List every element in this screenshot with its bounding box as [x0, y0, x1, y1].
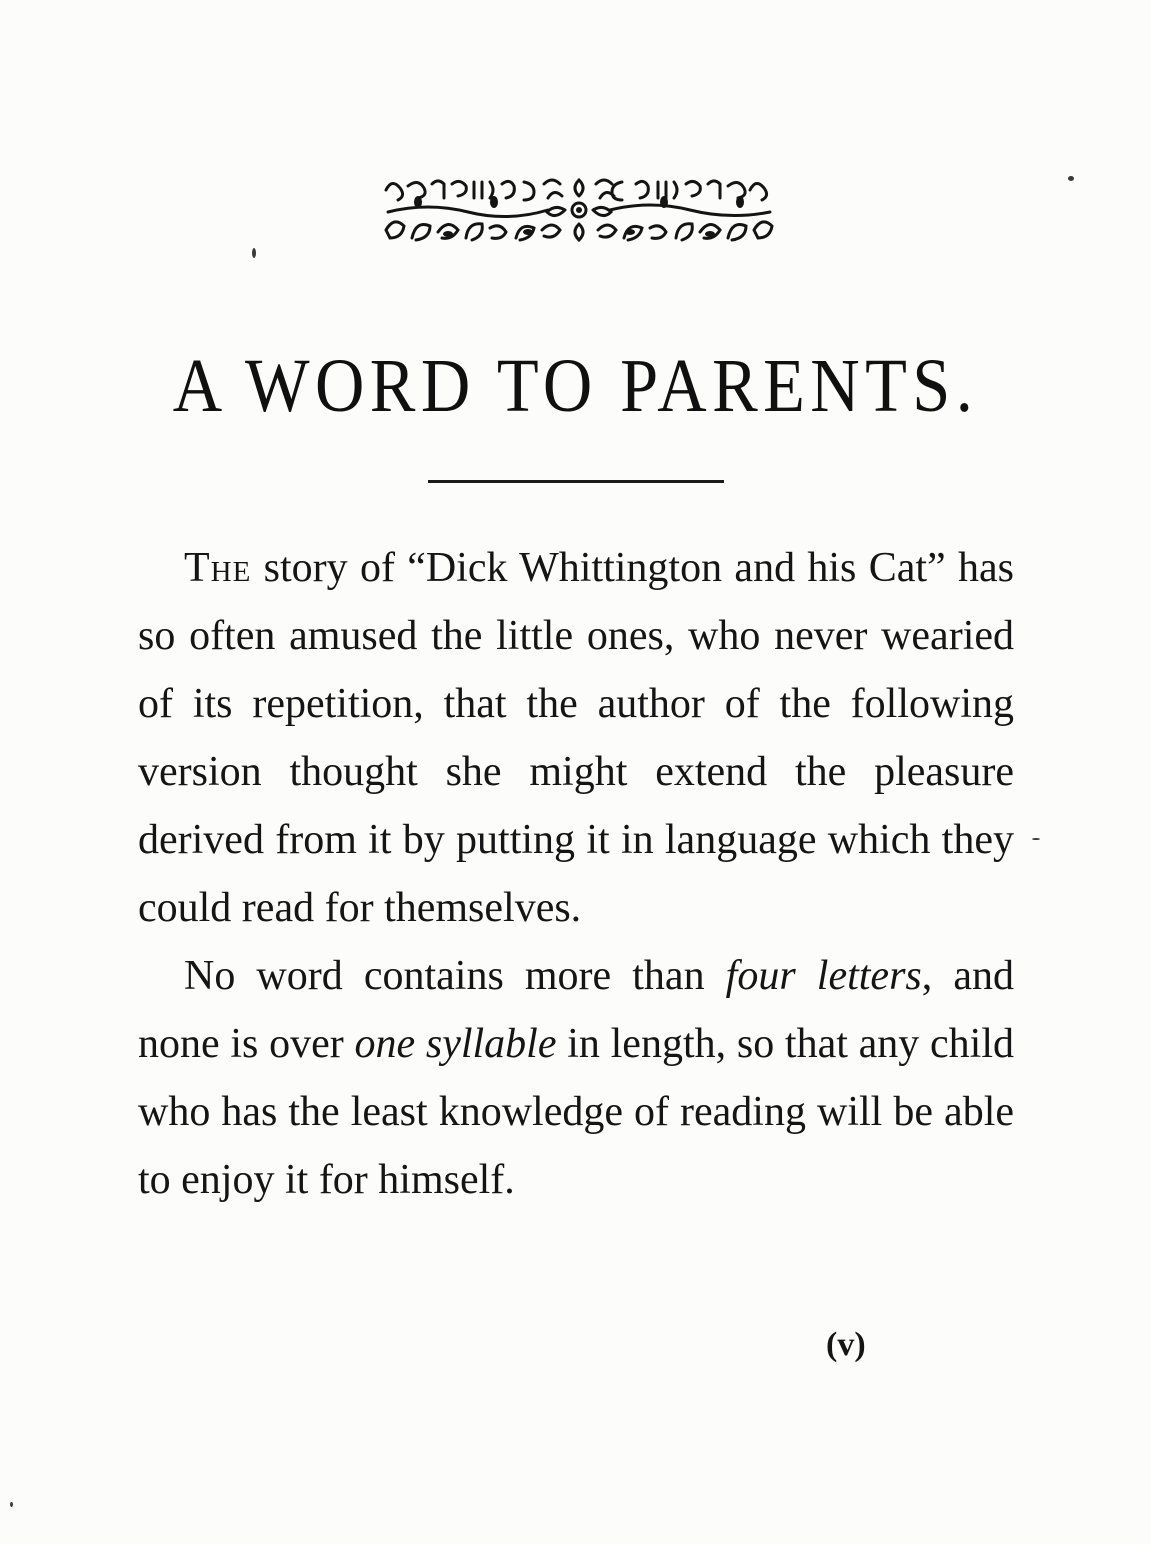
paragraph-2-part-1: No word contains more than — [184, 953, 726, 999]
title-rule — [428, 480, 724, 483]
print-speck — [1032, 838, 1040, 840]
page-number: (v) — [826, 1326, 866, 1363]
paragraph-2 — [138, 942, 1014, 1214]
paragraph-2-part-3: in length, so that any child who has the least knowledge of reading will be able to enjoy it for himself. — [138, 1021, 1014, 1203]
floral-headpiece-icon — [378, 172, 780, 248]
paragraph-1-lead: The — [184, 545, 252, 591]
print-speck — [10, 1502, 13, 1507]
paragraph-2-part-2: , and none is over — [138, 953, 1014, 1067]
paragraph-1 — [138, 534, 1014, 942]
print-speck — [1068, 176, 1074, 181]
print-speck — [252, 248, 256, 258]
paragraph-2-italic-1: four letters — [725, 953, 922, 999]
paragraph-2-italic-2: one syllable — [354, 1021, 557, 1067]
paragraph-1-text: story of “Dick Whittington and his Cat” has so often amused the little ones, who never wearied of its repetition, that the author of the following version thought she might extend the pleasure derived from it by putting it in language which they could read for themselves. — [138, 545, 1014, 931]
page-title: A WORD TO PARENTS. — [172, 344, 979, 428]
preface-text — [138, 534, 1014, 1214]
